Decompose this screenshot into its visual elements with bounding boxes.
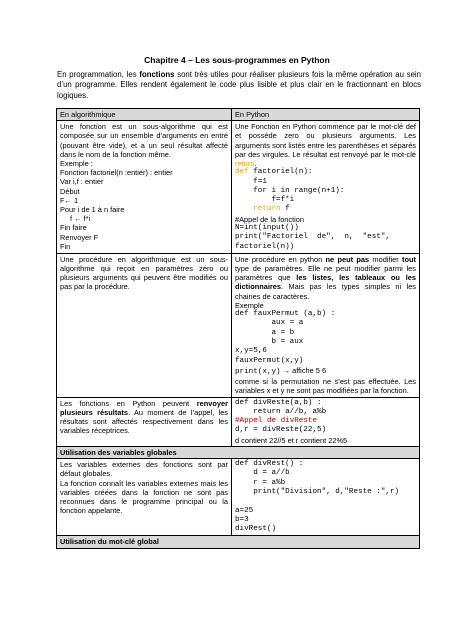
code-line: f bbox=[280, 205, 290, 214]
cell-multi-python bbox=[232, 397, 420, 446]
code-line: f=f*i bbox=[235, 196, 295, 205]
bold-span: tout bbox=[402, 254, 416, 264]
divreste-explanation: d contient 22//5 et r contient 22%5 bbox=[235, 435, 348, 445]
code-line: d,r = divReste(22,5) bbox=[235, 426, 327, 435]
call-code bbox=[235, 224, 416, 252]
exemple-label: Exemple bbox=[235, 300, 264, 310]
section-row-global-vars bbox=[57, 446, 420, 458]
algo-line: Renvoyer F bbox=[60, 232, 99, 242]
code-line: return a//b, a%b bbox=[235, 407, 327, 416]
fauxpermut-code bbox=[235, 310, 416, 366]
code-line: print("Division", d,"Reste :",r) bbox=[235, 487, 400, 496]
divrest-code bbox=[235, 460, 416, 534]
code-line: b = aux bbox=[235, 337, 304, 346]
factoriel-code bbox=[235, 168, 416, 214]
text-span: Une procédure en python bbox=[235, 254, 326, 264]
header-algorithmique: En algorithmique bbox=[57, 109, 232, 121]
code-line: d = a//b bbox=[235, 469, 290, 478]
bold-span: renvoyer plusieurs résultats bbox=[60, 398, 228, 417]
fonction-algo-def: Une fonction est un sous-algorithme qui est composée sur un ensemble d’arguments en entré (pouvant être vide), et a un seul résultat affecté dans le nom de la fonction même. bbox=[60, 122, 228, 159]
cell-multi-algo bbox=[57, 397, 232, 446]
text-span: Les fonctions en Python peuvent bbox=[60, 398, 197, 408]
text-span: . Mais pas les types simples ni les chaines de caractères. bbox=[235, 282, 416, 301]
algo-line: Début bbox=[60, 186, 80, 196]
section-title: Utilisation du mot-clé global bbox=[60, 537, 159, 547]
cell-procedure-algo bbox=[57, 253, 232, 397]
procedure-algo-def: Une procédure en algorithmique est un sous-algorithme qui reçoit en paramètres zéro ou plusieurs arguments qui peuvent être modifiés ou pas par la procédure. bbox=[60, 254, 228, 292]
algo-line: F← 1 bbox=[60, 195, 79, 205]
print-line bbox=[235, 366, 416, 377]
table-header-row bbox=[57, 109, 420, 121]
algo-line: Var i,f : entier bbox=[60, 177, 104, 187]
procedure-explanation: comme si la permutation ne s’est pas effectuée. Les variables x et y ne sont pas modifiées par la fonction. bbox=[235, 377, 416, 396]
cell-fonction-algo bbox=[57, 121, 232, 254]
section-title-global-keyword bbox=[57, 536, 420, 548]
python-def-text: Une Fonction en Python commence par le mot-clé def et possède zero ou plusieurs arguments. Les arguments sont listés entre les parenthèses et séparés par des virgules. Le résultat est renvoyé par le mot-clé bbox=[235, 122, 416, 159]
procedure-python-def bbox=[235, 255, 416, 301]
call-comment: #Appel de la fonction bbox=[235, 214, 305, 224]
multi-results-text bbox=[60, 399, 228, 436]
section-row-global-keyword bbox=[57, 536, 420, 548]
code-line: for i in range(n+1): bbox=[235, 186, 345, 195]
cell-global-text bbox=[57, 459, 232, 536]
table-row-fonction bbox=[57, 121, 420, 254]
comparison-table bbox=[56, 108, 420, 549]
code-line: x,y=5,6 bbox=[235, 347, 267, 356]
algo-line: Fin faire bbox=[60, 223, 87, 233]
intro-bold: fonctions bbox=[139, 70, 175, 79]
print-result: affiche 5 6 bbox=[292, 365, 327, 375]
bold-span: les listes, les tableaux ou les dictionnaires bbox=[235, 273, 416, 292]
algo-line: Pour i de 1 à n faire bbox=[60, 205, 125, 215]
code-line: factoriel(n): bbox=[248, 168, 313, 177]
intro-text-2: sont très utiles pour réaliser plusieurs fois la même opération au sein d’un programme. Elles rendent également le code plus lisible et plus clair en le fractionnant en blocs logiques. bbox=[57, 70, 422, 100]
return-keyword: return bbox=[253, 205, 281, 214]
algo-line: f ← f*i bbox=[70, 214, 91, 224]
fonction-python-def bbox=[235, 122, 416, 168]
code-line: fauxPermut(x,y) bbox=[235, 356, 304, 365]
def-keyword: def bbox=[235, 168, 249, 177]
code-line: print(x,y) bbox=[235, 367, 281, 376]
code-line: b=3 bbox=[235, 515, 249, 524]
algo-line: Exemple : bbox=[60, 159, 93, 169]
intro-paragraph bbox=[57, 70, 421, 101]
code-line: divRest() bbox=[235, 525, 277, 534]
text-span: type de paramètres. Elle ne peut modifier parmi les paramètres que bbox=[235, 264, 416, 283]
section-title-global-vars bbox=[57, 446, 420, 458]
code-line: def divRest() : bbox=[235, 460, 304, 469]
section-title: Utilisation des variables globales bbox=[60, 447, 177, 457]
header-python: En Python bbox=[232, 109, 420, 121]
code-line: r = a%b bbox=[235, 478, 286, 487]
global-text-2: La fonction connaît les variables externes mais les variables créées dans la fonction ne sont pas reconnues dans le programme principal ou la fonction appelante. bbox=[60, 478, 228, 516]
code-line: a=25 bbox=[235, 506, 254, 515]
code-line: aux = a bbox=[235, 319, 304, 328]
divreste-code bbox=[235, 399, 416, 418]
return-keyword: return bbox=[235, 159, 255, 169]
cell-procedure-python bbox=[232, 253, 420, 397]
intro-text-1: En programmation, les bbox=[57, 70, 140, 79]
table-row-global bbox=[57, 459, 420, 536]
code-line: factoriel(n)) bbox=[235, 242, 295, 251]
code-line: def fauxPermut (a,b) : bbox=[235, 310, 336, 319]
text-span: modifier bbox=[369, 254, 403, 264]
global-text-1: Les variables externes des fonctions sont par défaut globales. bbox=[60, 460, 228, 479]
text-span: . Au moment de l’appel, les résultats sont affectés respectivement dans les variables réceptrices. bbox=[60, 407, 228, 436]
code-line: N=int(input()) bbox=[235, 223, 299, 232]
algo-line: Fin bbox=[60, 241, 71, 251]
table-row-procedure bbox=[57, 253, 420, 397]
cell-fonction-python bbox=[232, 121, 420, 254]
table-row-multiple-results bbox=[57, 397, 420, 446]
python-def-end: . bbox=[254, 159, 257, 169]
page-title: Chapitre 4 – Les sous-programmes en Python bbox=[144, 55, 330, 65]
algo-line: Fonction factoriel(n :entier) : entier bbox=[60, 168, 173, 178]
code-line: print("Factoriel de", n, "est", bbox=[235, 233, 390, 242]
divreste-comment: #Appel de divReste bbox=[235, 417, 318, 426]
code-line: a = b bbox=[235, 328, 295, 337]
arrow-icon: → bbox=[282, 365, 291, 375]
code-line: f=1 bbox=[235, 177, 267, 186]
bold-span: ne peut pas bbox=[325, 254, 370, 264]
cell-global-code bbox=[232, 459, 420, 536]
code-line: def divReste(a,b) : bbox=[235, 398, 322, 407]
